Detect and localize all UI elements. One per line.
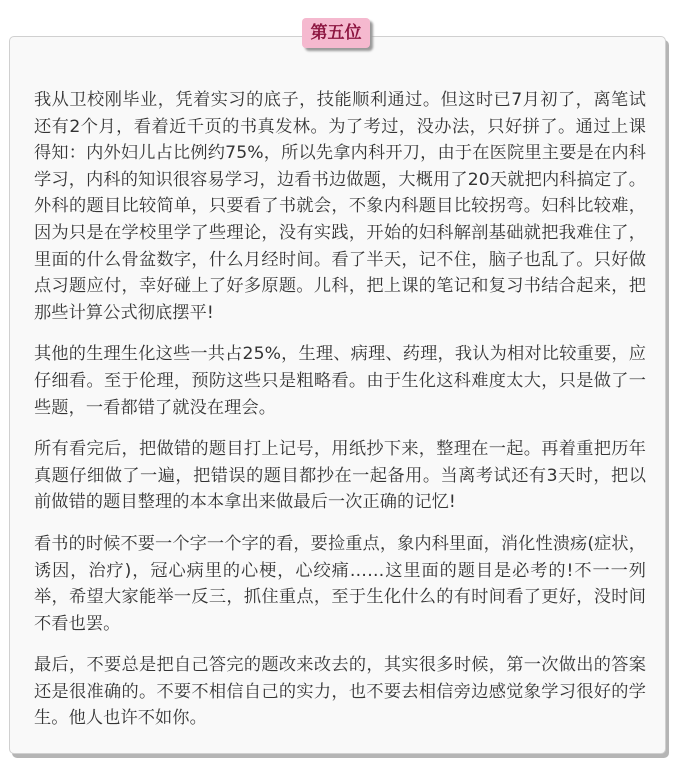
rank-badge: 第五位 [302,18,370,48]
paragraph-5: 最后，不要总是把自己答完的题改来改去的，其实很多时候，第一次做出的答案还是很准确的。不要不相信自己的实力，也不要去相信旁边感觉象学习很好的学生。他人也许不如你。 [34,655,646,729]
paragraph-3: 所有看完后，把做错的题目打上记号，用纸抄下来，整理在一起。再着重把历年真题仔细做了一遍，把错误的题目都抄在一起备用。当离考试还有3天时，把以前做错的题目整理的本本拿出来做最后一次正确的记忆! [34,439,646,513]
paragraph-4: 看书的时候不要一个字一个字的看，要捡重点，象内科里面，消化性溃疡(症状，诱因，治疗)，冠心病里的心梗，心绞痛……这里面的题目是必考的!不一一列举，希望大家能举一反三，抓住重点，至于生化什么的有时间看了更好，没时间不看也罢。 [34,533,646,634]
paragraph-2: 其他的生理生化这些一共占25%，生理、病理、药理，我认为相对比较重要，应仔细看。至于伦理，预防这些只是粗略看。由于生化这科难度太大，只是做了一些题，一看都错了就没在理会。 [34,344,646,418]
article-body [34,87,646,747]
paragraph-1: 我从卫校刚毕业，凭着实习的底子，技能顺利通过。但这时已7月初了，离笔试还有2个月，看着近千页的书真发林。为了考过，没办法，只好拼了。通过上课得知：内外妇儿占比例约75%，所以先拿内科开刀，由于在医院里主要是在内科学习，内科的知识很容易学习，边看书边做题，大概用了20天就把内科搞定了。外科的题目比较简单，只要看了书就会，不象内科题目比较拐弯。妇科比较难，因为只是在学校里学了些理论，没有实践，开始的妇科解剖基础就把我难住了，里面的什么骨盆数字，什么月经时间。看了半天，记不住，脑子也乱了。只好做点习题应付，幸好碰上了好多原题。儿科，把上课的笔记和复习书结合起来，把那些计算公式彻底摆平! [34,90,646,323]
